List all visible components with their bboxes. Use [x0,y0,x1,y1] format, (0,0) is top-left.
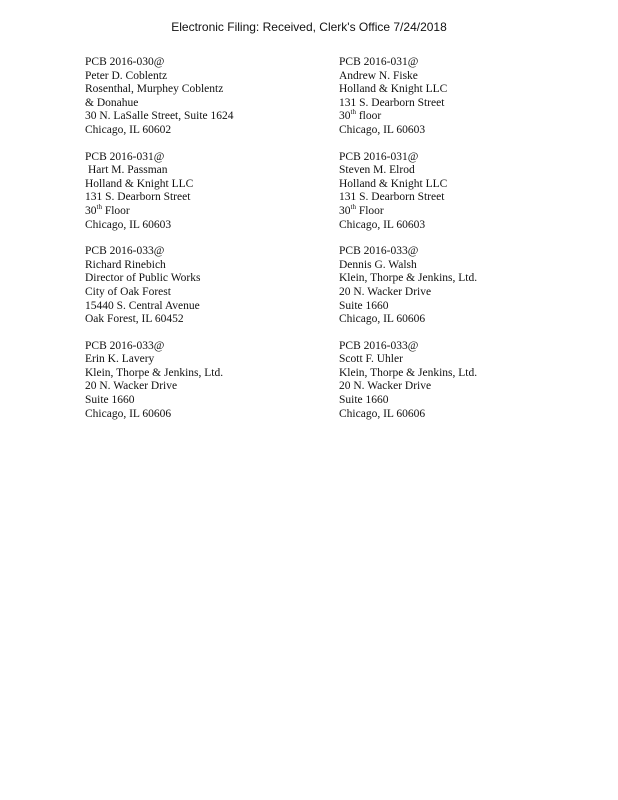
case-number: PCB 2016-033@ [339,339,419,352]
address-line: Chicago, IL 60603 [339,218,426,231]
address-line: Chicago, IL 60606 [85,407,172,420]
service-list-row [85,56,545,138]
address-line: 30th Floor [339,203,384,217]
address-line: Klein, Thorpe & Jenkins, Ltd. [339,272,478,285]
address-line: 30th Floor [85,203,130,217]
address-line: 20 N. Wacker Drive [85,380,178,393]
service-entry [339,245,545,327]
address-line: Suite 1660 [339,299,389,312]
address-line: Director of Public Works [85,272,201,285]
filing-stamp-header: Electronic Filing: Received, Clerk's Office 7/24/2018 [171,20,447,34]
case-number: PCB 2016-033@ [85,339,165,352]
address-line: Suite 1660 [85,394,135,407]
address-line: Suite 1660 [339,394,389,407]
recipient-name: Scott F. Uhler [339,353,403,366]
recipient-name: Dennis G. Walsh [339,258,417,271]
case-number: PCB 2016-031@ [339,150,419,163]
address-line: Klein, Thorpe & Jenkins, Ltd. [339,366,478,379]
case-number: PCB 2016-033@ [339,245,419,258]
address-line: Chicago, IL 60602 [85,123,172,136]
address-line: Rosenthal, Murphey Coblentz [85,83,224,96]
service-entry [85,151,339,233]
address-line: Chicago, IL 60606 [339,313,426,326]
recipient-name: Erin K. Lavery [85,353,155,366]
address-line: 131 S. Dearborn Street [85,191,191,204]
case-number: PCB 2016-033@ [85,245,165,258]
address-line: Holland & Knight LLC [339,177,448,190]
service-list [85,56,545,434]
service-list-row [85,151,545,233]
address-line: Klein, Thorpe & Jenkins, Ltd. [85,366,224,379]
address-line: Holland & Knight LLC [339,83,448,96]
address-line: 131 S. Dearborn Street [339,191,445,204]
recipient-name: Richard Rinebich [85,258,166,271]
service-entry [339,340,545,422]
address-line: Chicago, IL 60603 [339,123,426,136]
service-entry [85,340,339,422]
address-line: Chicago, IL 60606 [339,407,426,420]
address-line: 30 N. LaSalle Street, Suite 1624 [85,110,234,123]
address-line: 15440 S. Central Avenue [85,299,200,312]
recipient-name: Andrew N. Fiske [339,69,418,82]
recipient-name: Peter D. Coblentz [85,69,168,82]
service-list-row [85,340,545,422]
service-entry [85,245,339,327]
address-line: Chicago, IL 60603 [85,218,172,231]
address-line: 20 N. Wacker Drive [339,380,432,393]
case-number: PCB 2016-030@ [85,56,165,68]
address-line: Oak Forest, IL 60452 [85,313,184,326]
case-number: PCB 2016-031@ [85,150,165,163]
address-line: 30th floor [339,108,382,123]
recipient-name: Steven M. Elrod [339,164,415,177]
service-list-row [85,245,545,327]
service-entry [339,151,545,233]
address-line: 20 N. Wacker Drive [339,285,432,298]
address-line: & Donahue [85,96,139,109]
service-entry [85,56,339,138]
service-entry [339,56,545,138]
address-line: 131 S. Dearborn Street [339,96,445,109]
case-number: PCB 2016-031@ [339,56,419,68]
recipient-name: Hart M. Passman [88,164,168,177]
address-line: Holland & Knight LLC [85,177,194,190]
address-line: City of Oak Forest [85,285,171,298]
